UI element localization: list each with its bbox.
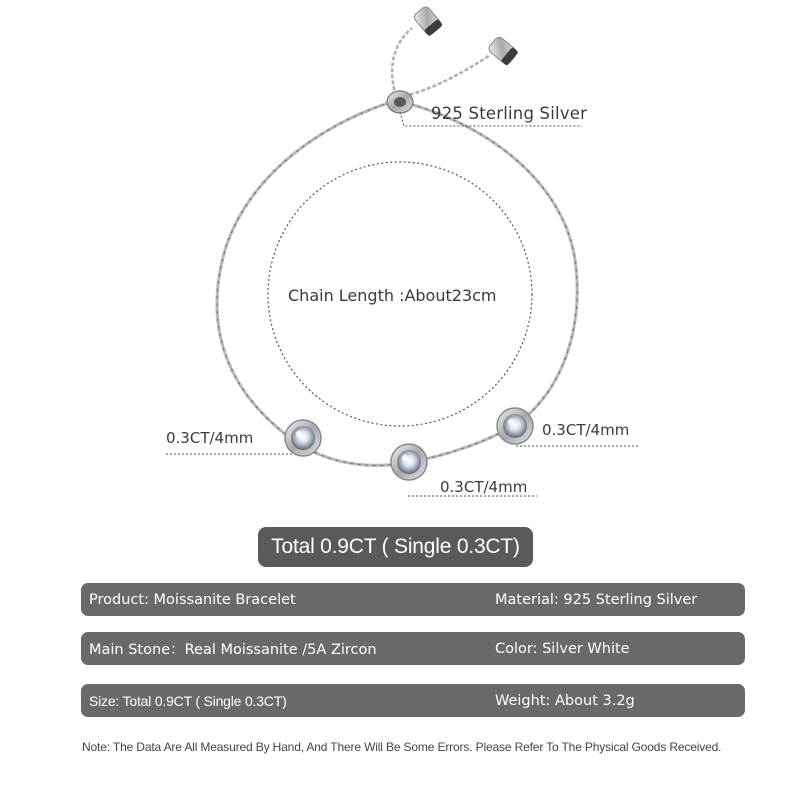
stone-right [497, 408, 533, 444]
spec-color: Color: Silver White [495, 640, 630, 657]
slider-chain-tail-left [392, 28, 412, 96]
spec-weight: Weight: About 3.2g [495, 692, 635, 709]
spec-row-stone [81, 632, 745, 665]
spec-product: Product: Moissanite Bracelet [89, 591, 296, 608]
stone-center-label: 0.3CT/4mm [440, 478, 528, 496]
stone-left [285, 420, 321, 456]
stone-left-label: 0.3CT/4mm [166, 429, 254, 447]
slider-clasp [387, 91, 413, 113]
spec-row-product [81, 583, 745, 616]
end-bead-left [412, 5, 443, 36]
end-bead-right [487, 35, 518, 66]
spec-row-size [81, 684, 745, 717]
spec-main-stone: Main Stone：Real Moissanite /5A Zircon [89, 642, 377, 658]
slider-chain-tail-right [404, 55, 490, 96]
stone-center [391, 444, 427, 480]
spec-material: Material: 925 Sterling Silver [495, 591, 698, 608]
total-carat-badge: Total 0.9CT ( Single 0.3CT) [258, 527, 533, 567]
stone-right-label: 0.3CT/4mm [542, 421, 630, 439]
chain-length-label: Chain Length :About23cm [288, 286, 497, 305]
metal-callout-label: 925 Sterling Silver [431, 104, 588, 123]
measurement-note: Note: The Data Are All Measured By Hand, And There Will Be Some Errors. Please Refer To The Physical Goods Received. [82, 740, 722, 754]
spec-size: Size: Total 0.9CT ( Single 0.3CT) [89, 692, 287, 709]
